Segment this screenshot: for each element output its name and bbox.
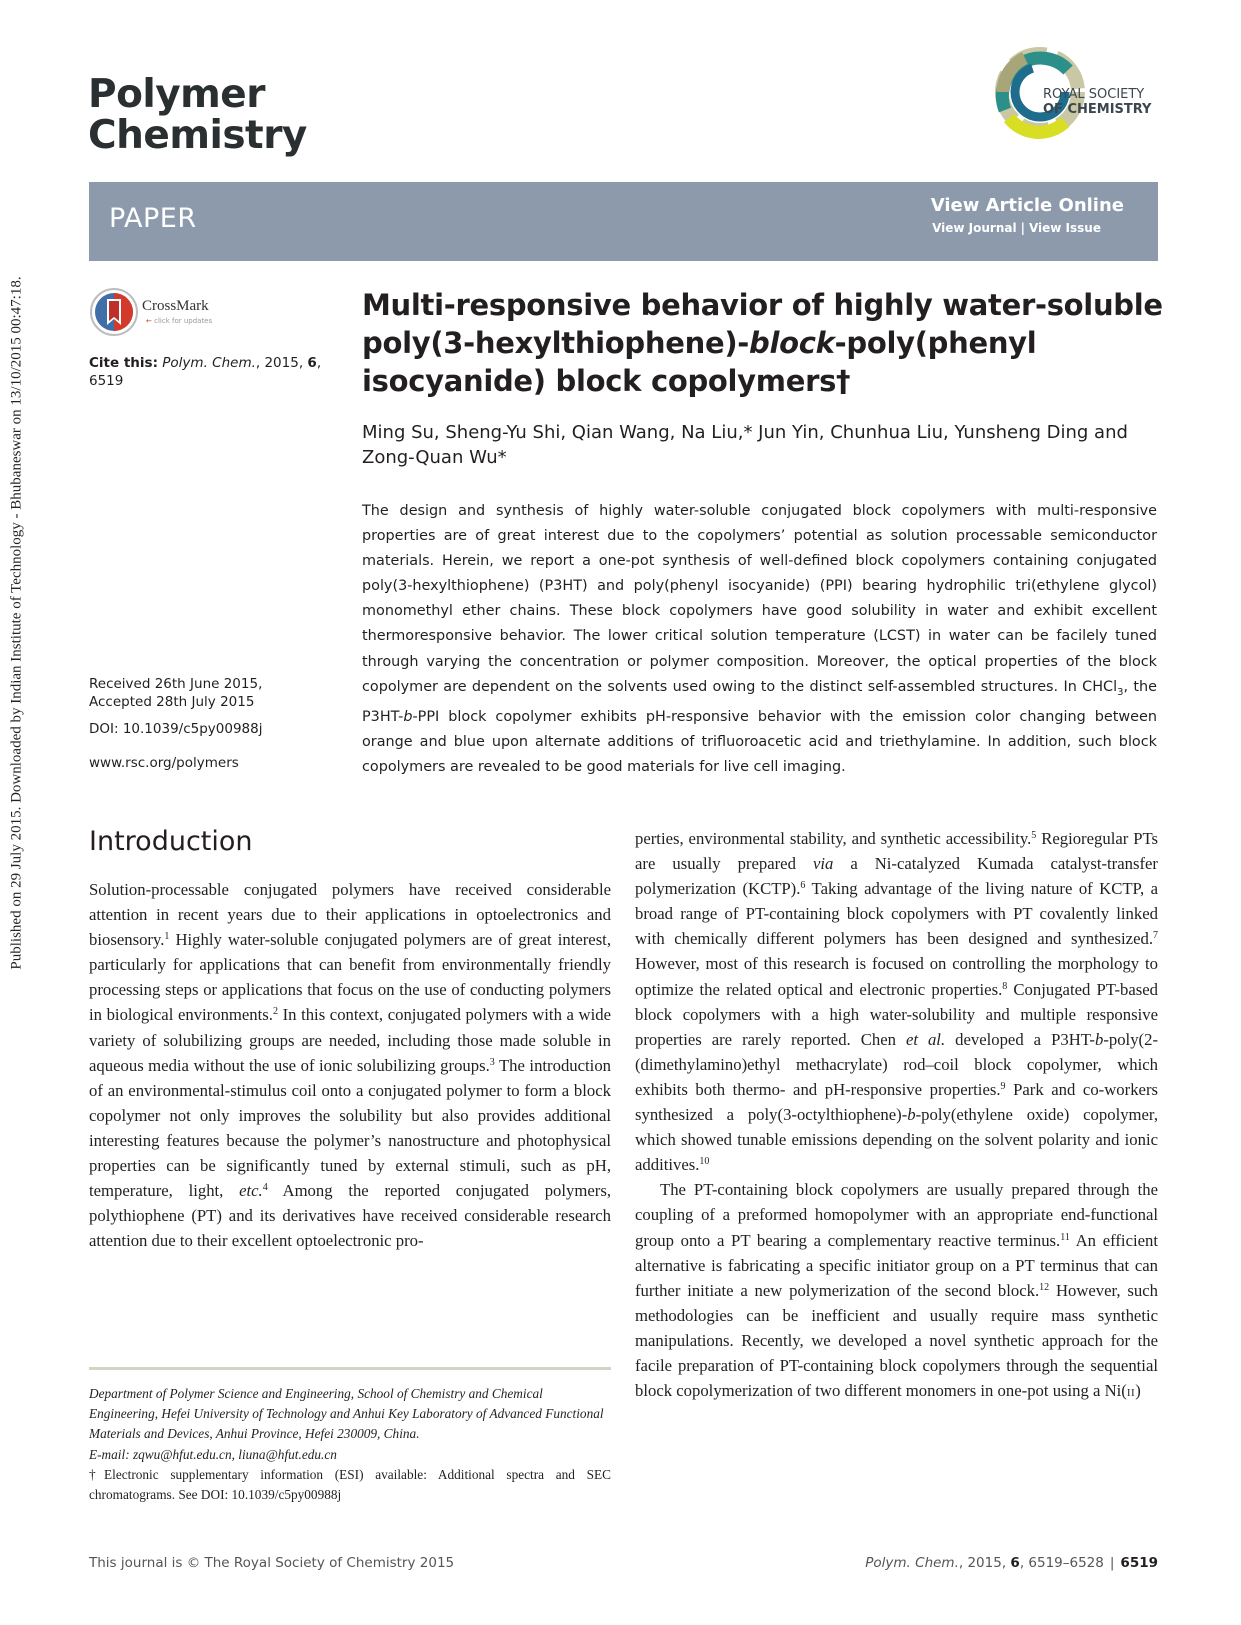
copyright-footer: This journal is © The Royal Society of Chemistry 2015 xyxy=(89,1555,455,1571)
footnote-divider xyxy=(89,1367,611,1370)
affiliation-note: Department of Polymer Science and Engineering, School of Chemistry and Chemical Engineering, Hefei University of Technology and Anhui Key Laboratory of Advanced Functional Materials and Devices, Anhui Province, Hefei 230009, China. xyxy=(89,1386,604,1442)
section-heading-introduction: Introduction xyxy=(89,826,253,857)
article-title: Multi-responsive behavior of highly water-soluble poly(3-hexylthiophene)-block-poly(phenyl isocyanide) block copolymers† xyxy=(362,288,1163,398)
esi-note: †Electronic supplementary information (ESI) available: Additional spectra and SEC chromatograms. See DOI: 10.1039/c5py00988j xyxy=(89,1466,611,1503)
view-article-online-link[interactable]: View Article Online xyxy=(930,195,1124,216)
rsc-logo xyxy=(985,42,1160,152)
crossmark-icon xyxy=(89,287,139,337)
page-footer: Polym. Chem., 2015, 6, 6519–6528 | 6519 xyxy=(865,1555,1158,1571)
intro-paragraph-2: The PT-containing block copolymers are usually prepared through the coupling of a preformed homopolymer with an appropriate end-functional group onto a PT bearing a complementary reactive terminus.$^{11}$ An efficient alternative is fabricating a specific initiator group on a PT terminus that can further initiate a new polymerization of the second block.$^{12}$ However, such methodologies can be inefficient and usually require mass synthetic manipulations. Recently, we developed a novel synthetic approach for the facile preparation of PT-containing block copolymers through the sequential block copolymerization of two different monomers in one-pot using a Ni(II) xyxy=(635,1180,1158,1401)
rsc-logo-line1: ROYAL SOCIETY xyxy=(1043,87,1145,102)
download-watermark-text: Published on 29 July 2015. Downloaded by Indian Institute of Technology - Bhubaneswar on 13/10/2015 00:47:18. xyxy=(8,275,25,970)
journal-issue-links xyxy=(932,221,1101,235)
author-list: Ming Su, Sheng-Yu Shi, Qian Wang, Na Liu,* Jun Yin, Chunhua Liu, Yunsheng Ding and Zong-Quan Wu* xyxy=(362,422,1128,468)
cite-journal: Polym. Chem. xyxy=(162,355,256,371)
rsc-logo-text xyxy=(1043,87,1151,117)
received-date: Received 26th June 2015, xyxy=(89,676,263,692)
download-watermark xyxy=(4,235,30,1010)
accepted-date: Accepted 28th July 2015 xyxy=(89,694,255,710)
view-journal-link[interactable]: View Journal xyxy=(932,221,1017,235)
journal-url[interactable]: www.rsc.org/polymers xyxy=(89,755,239,771)
footer-volume: 6 xyxy=(1010,1555,1020,1571)
article-type-band xyxy=(89,182,1158,261)
view-issue-link[interactable]: View Issue xyxy=(1028,221,1101,235)
citation: Cite this: Polym. Chem., 2015, 6, 6519 xyxy=(89,355,322,389)
intro-column-left xyxy=(89,877,611,1253)
footnotes xyxy=(89,1384,611,1505)
intro-paragraph: Solution-processable conjugated polymers have received considerable attention in recent years due to their applications in optoelectronics and biosensory.$^1$ Highly water-soluble conjugated polymers are of great interest, particularly for applications that can benefit from environmentally friendly processing steps or applications that focus on the use of conducting polymers in biological environments.$^2$ In this context, conjugated polymers with a wide variety of solubilizing groups are needed, including those made soluble in aqueous media without the use of ionic solubilizing groups.$^3$ The introduction of an environmental-stimulus coil onto a conjugated polymer to form a block copolymer not only improves the solubility but also provides additional interesting features because the polymer’s nanostructure and photophysical properties can be significantly tuned by external stimuli, such as pH, temperature, light, etc.$^4$ Among the reported conjugated polymers, polythiophene (PT) and its derivatives have received considerable research attention due to their excellent optoelectronic pro- xyxy=(89,880,612,1251)
journal-name-line2: Chemistry xyxy=(88,113,307,158)
crossmark-subtitle: ← click for updates xyxy=(146,317,213,325)
cite-volume: 6 xyxy=(307,355,317,371)
received-dates xyxy=(89,675,329,711)
intro-column-right xyxy=(635,826,1158,1406)
journal-name xyxy=(88,74,488,156)
crossmark-badge[interactable] xyxy=(89,287,229,341)
article-type-label: PAPER xyxy=(109,203,197,234)
doi[interactable]: DOI: 10.1039/c5py00988j xyxy=(89,721,263,737)
abstract: The design and synthesis of highly water-soluble conjugated block copolymers with multi-responsive properties are of great interest due to the copolymers’ potential as solution processable semiconductor materials. Herein, we report a one-pot synthesis of well-defined block copolymers containing conjugated poly(3-hexylthiophene) (P3HT) and poly(phenyl isocyanide) (PPI) bearing hydrophilic tri(ethylene glycol) monomethyl ether chains. These block copolymers have good solubility in water and exhibit excellent thermoresponsive behavior. The lower critical solution temperature (LCST) in water can be facilely tuned through varying the concentration or polymer composition. Moreover, the optical properties of the block copolymer are dependent on the solvents used owing to the distinct self-assembled structures. In CHCl$_3$, the P3HT-b-PPI block copolymer exhibits pH-responsive behavior with the emission color changing between orange and blue upon alternate additions of trifluoroacetic acid and triethylamine. In addition, such block copolymers are revealed to be good materials for live cell imaging. xyxy=(362,503,1158,775)
journal-name-line1: Polymer xyxy=(88,72,265,117)
cite-label: Cite this: xyxy=(89,355,158,371)
link-separator: | xyxy=(1020,221,1025,235)
page-number: 6519 xyxy=(1120,1555,1158,1571)
intro-paragraph-continued: perties, environmental stability, and synthetic accessibility.$^5$ Regioregular PTs are usually prepared via a Ni-catalyzed Kumada catalyst-transfer polymerization (KCTP).$^6$ Taking advantage of the living nature of KCTP, a broad range of PT-containing block copolymers with PT covalently linked with chemically different polymers has been designed and synthesized.$^7$ However, most of this research is focused on controlling the morphology to optimize the related optical and electronic properties.$^8$ Conjugated PT-based block copolymers with a high water-solubility and multiple responsive properties are rarely reported. Chen et al. developed a P3HT-b-poly(2-(dimethylamino)ethyl methacrylate) rod–coil block copolymer, which exhibits both thermo- and pH-responsive properties.$^9$ Park and co-workers synthesized a poly(3-octylthiophene)-b-poly(ethylene oxide) copolymer, which showed tunable emissions depending on the solvent polarity and ionic additives.$^{10}$ xyxy=(635,829,1159,1175)
cite-page: 6519 xyxy=(89,373,124,389)
email-note: E-mail: zqwu@hfut.edu.cn, liuna@hfut.edu.cn xyxy=(89,1446,337,1462)
rsc-logo-line2: OF CHEMISTRY xyxy=(1043,102,1152,117)
footer-journal: Polym. Chem. xyxy=(865,1555,959,1571)
crossmark-title: CrossMark xyxy=(142,298,209,314)
